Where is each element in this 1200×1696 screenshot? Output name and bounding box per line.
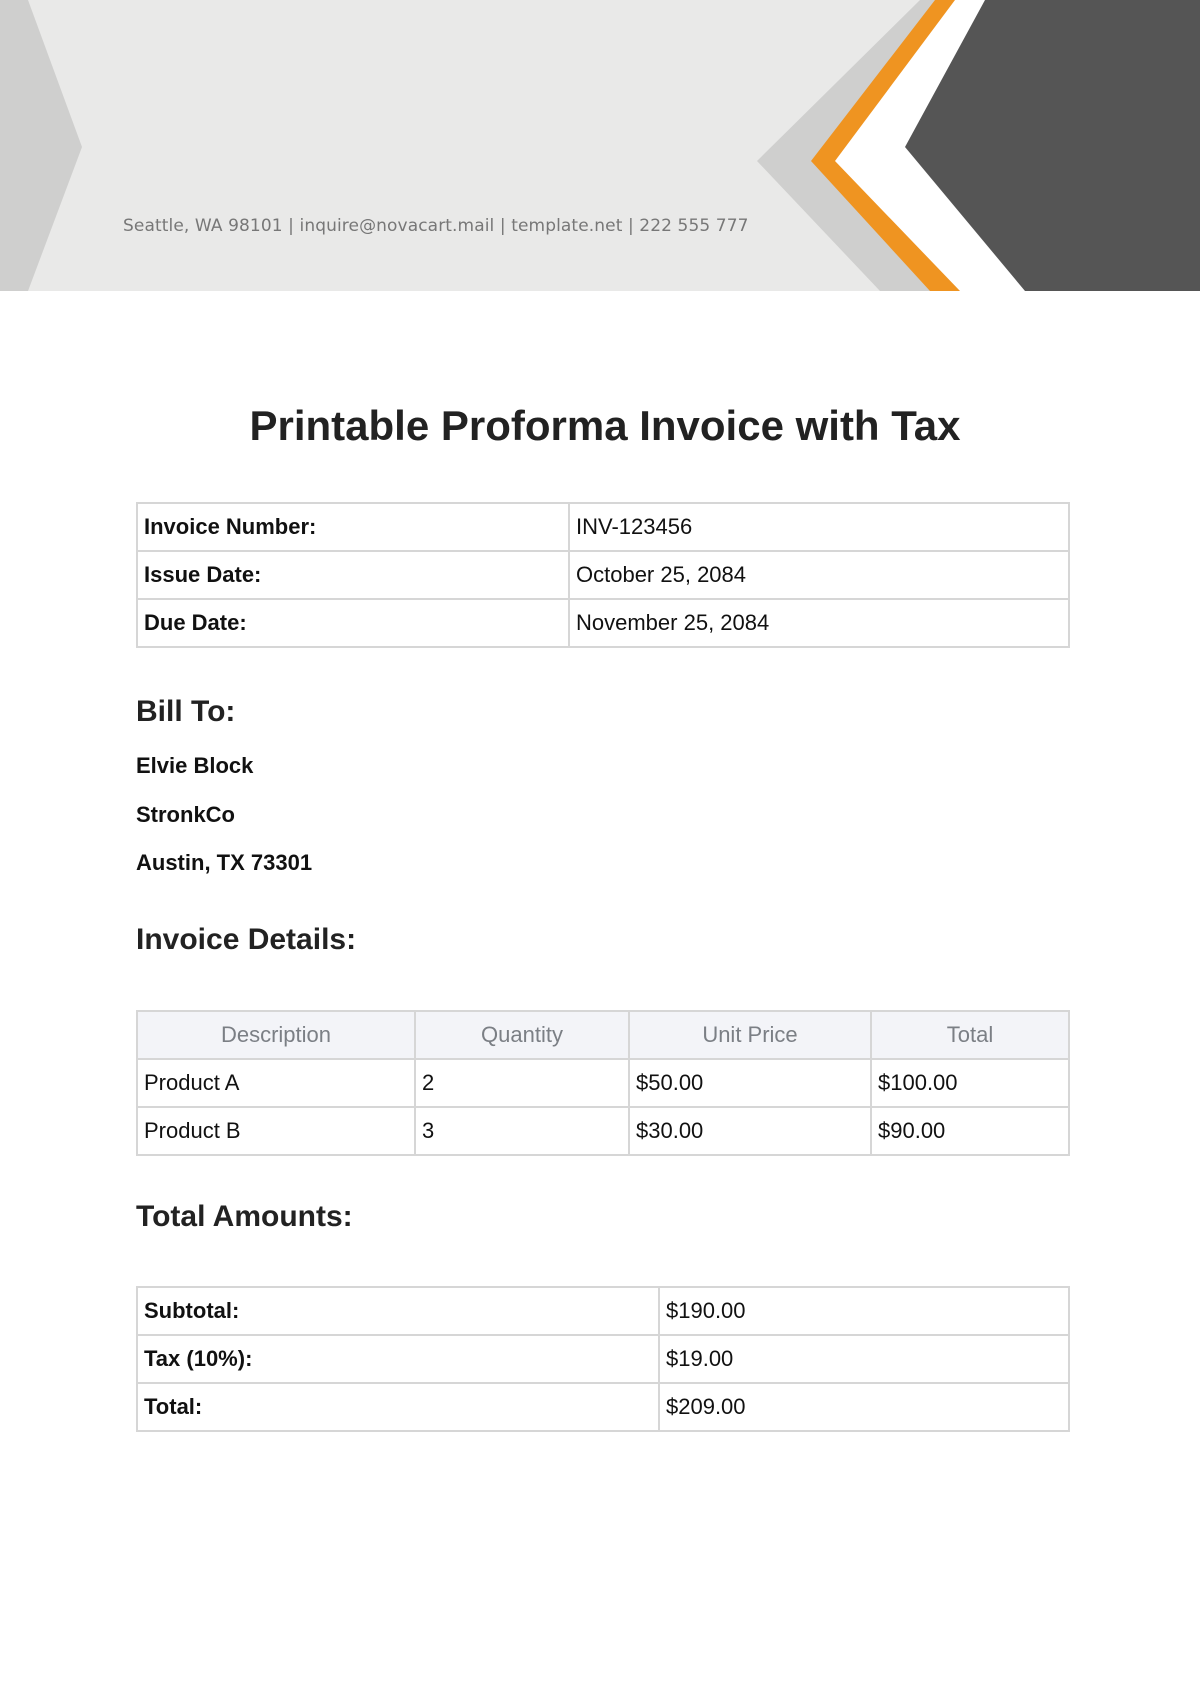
table-row — [137, 1383, 1069, 1431]
column-header: Description — [137, 1011, 415, 1059]
totals-label: Total: — [137, 1383, 659, 1431]
table-cell: Product B — [137, 1107, 415, 1155]
table-row — [137, 1107, 1069, 1155]
totals-value: $190.00 — [659, 1287, 1069, 1335]
column-header: Unit Price — [629, 1011, 871, 1059]
page-title: Printable Proforma Invoice with Tax — [249, 402, 961, 449]
invoice-details-heading: Invoice Details: — [136, 923, 357, 956]
table-cell: Product A — [137, 1059, 415, 1107]
column-header: Quantity — [415, 1011, 629, 1059]
info-value: INV-123456 — [569, 503, 1069, 551]
invoice-info-table — [136, 502, 1070, 648]
table-row — [137, 1059, 1069, 1107]
bill-to-name: Elvie Block — [136, 753, 254, 778]
table-row — [137, 503, 1069, 551]
table-row — [137, 1287, 1069, 1335]
info-label: Due Date: — [137, 599, 569, 647]
table-row — [137, 599, 1069, 647]
bill-to-address: Austin, TX 73301 — [136, 850, 313, 875]
table-row — [137, 551, 1069, 599]
info-value: October 25, 2084 — [569, 551, 1069, 599]
table-cell: $50.00 — [629, 1059, 871, 1107]
total-amounts-heading: Total Amounts: — [136, 1200, 353, 1233]
table-cell: $30.00 — [629, 1107, 871, 1155]
left-chevron-shape — [0, 0, 82, 291]
column-header: Total — [871, 1011, 1069, 1059]
table-cell: $100.00 — [871, 1059, 1069, 1107]
totals-value: $19.00 — [659, 1335, 1069, 1383]
totals-value: $209.00 — [659, 1383, 1069, 1431]
totals-label: Subtotal: — [137, 1287, 659, 1335]
totals-table — [136, 1286, 1070, 1432]
table-header-row — [137, 1011, 1069, 1059]
header-decoration — [0, 0, 1200, 291]
bill-to-heading: Bill To: — [136, 695, 236, 728]
table-cell: $90.00 — [871, 1107, 1069, 1155]
contact-info: Seattle, WA 98101 | inquire@novacart.mail | template.net | 222 555 777 — [123, 216, 749, 236]
header-banner — [0, 0, 1200, 291]
bill-to-company: StronkCo — [136, 802, 235, 827]
table-row — [137, 1335, 1069, 1383]
table-cell: 3 — [415, 1107, 629, 1155]
totals-label: Tax (10%): — [137, 1335, 659, 1383]
info-label: Invoice Number: — [137, 503, 569, 551]
info-value: November 25, 2084 — [569, 599, 1069, 647]
invoice-items-table — [136, 1010, 1070, 1156]
table-cell: 2 — [415, 1059, 629, 1107]
info-label: Issue Date: — [137, 551, 569, 599]
